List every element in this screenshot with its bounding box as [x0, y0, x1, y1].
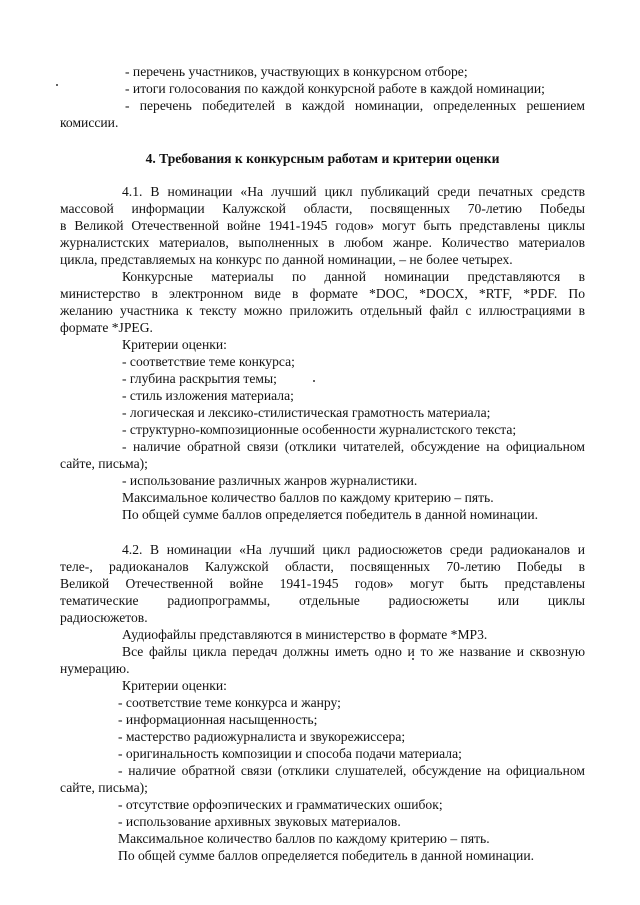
intro-item: - перечень участников, участвующих в конкурсном отборе; [125, 64, 468, 79]
paragraph-line: цикла, представляемых на конкурс по данной номинации, – не более четырех. [60, 252, 513, 267]
criteria-item: - глубина раскрытия темы; [122, 371, 277, 386]
paragraph-line: желанию участника к тексту можно приложить отдельный файл с иллюстрациями в [60, 303, 585, 318]
files-note: нумерацию. [60, 661, 130, 676]
paragraph-line: тематические радиопрограммы, отдельные радиосюжеты или циклы [60, 593, 585, 608]
paragraph-line: теле-, радиоканалов Калужской области, посвященных 70-летию Победы в [60, 559, 585, 574]
criteria-title: Критерии оценки: [122, 678, 227, 693]
criteria-item: сайте, письма); [60, 456, 148, 471]
paragraph-line: журналистских материалов, выполненных в любом жанре. Количество материалов [60, 235, 585, 250]
max-score-note: Максимальное количество баллов по каждому критерию – пять. [118, 831, 490, 846]
criteria-item: - соответствие теме конкурса; [122, 354, 295, 369]
criteria-item: - логическая и лексико-стилистическая грамотность материала; [122, 405, 491, 420]
audio-note: Аудиофайлы представляются в министерство в формате *МР3. [122, 627, 488, 642]
criteria-item: - отсутствие орфоэпических и грамматических ошибок; [118, 797, 443, 812]
winner-note: По общей сумме баллов определяется победитель в данной номинации. [122, 507, 539, 522]
criteria-item: - оригинальность композиции и способа подачи материала; [118, 746, 462, 761]
criteria-item: - мастерство радиожурналиста и звукорежиссера; [118, 729, 406, 744]
criteria-item: сайте, письма); [60, 780, 148, 795]
criteria-item: - наличие обратной связи (отклики читателей, обсуждение на официальном [122, 439, 585, 454]
criteria-item: - использование различных жанров журналистики. [122, 473, 418, 488]
paragraph-line: 4.2. В номинации «На лучший цикл радиосюжетов среди радиоканалов и [122, 542, 585, 557]
criteria-item: - структурно-композиционные особенности журналистского текста; [122, 422, 517, 437]
criteria-item: - наличие обратной связи (отклики слушателей, обсуждение на официальном [118, 763, 585, 778]
paragraph-line: министерство в электронном виде в формате *DOC, *DOCX, *RTF, *PDF. По [60, 286, 585, 301]
paragraph-line: Конкурсные материалы по данной номинации представляются в [122, 269, 585, 284]
paragraph-line: 4.1. В номинации «На лучший цикл публикаций среди печатных средств [122, 184, 585, 199]
intro-item: комиссии. [60, 115, 119, 130]
paragraph-line: в Великой Отечественной войне 1941-1945 годов» могут быть представлены циклы [60, 218, 585, 233]
criteria-title: Критерии оценки: [122, 337, 227, 352]
criteria-item: - использование архивных звуковых материалов. [118, 814, 401, 829]
section-title: 4. Требования к конкурсным работам и критерии оценки [145, 151, 500, 166]
paragraph-line: массовой информации Калужской области, посвященных 70-летию Победы [60, 201, 585, 216]
max-score-note: Максимальное количество баллов по каждому критерию – пять. [122, 490, 494, 505]
criteria-item: - стиль изложения материала; [122, 388, 294, 403]
intro-item: - перечень победителей в каждой номинации, определенных решением [125, 98, 585, 113]
winner-note: По общей сумме баллов определяется победитель в данной номинации. [118, 848, 535, 863]
paragraph-line: формате *JPEG. [60, 320, 153, 335]
paragraph-line: радиосюжетов. [60, 610, 148, 625]
files-note: Все файлы цикла передач должны иметь одно и то же название и сквозную [122, 644, 585, 659]
criteria-item: - информационная насыщенность; [118, 712, 318, 727]
criteria-item: - соответствие теме конкурса и жанру; [118, 695, 341, 710]
paragraph-line: Великой Отечественной войне 1941-1945 годов» могут быть представлены [60, 576, 585, 591]
intro-item: - итоги голосования по каждой конкурсной работе в каждой номинации; [125, 81, 545, 96]
scan-speck [56, 84, 58, 86]
